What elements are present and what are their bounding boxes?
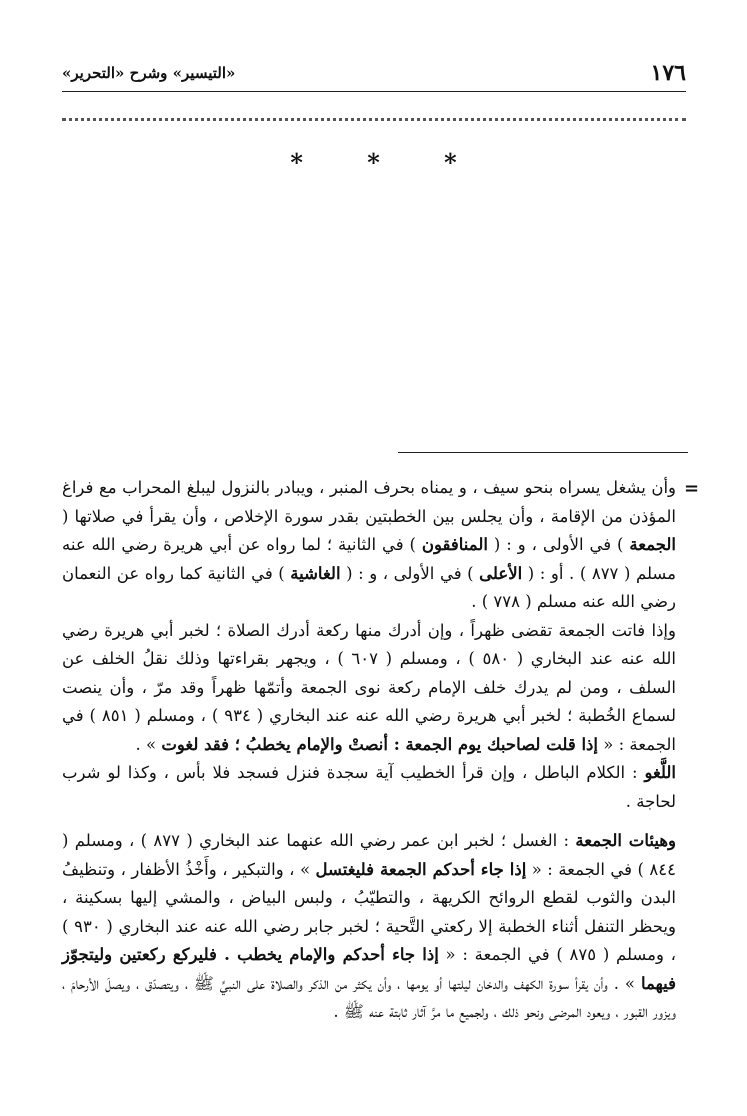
section-divider: * * *	[290, 148, 485, 177]
note-paragraph: وهيئات الجمعة : الغسل ؛ لخبر ابن عمر رضي الله عنهما عند البخاري ( ٨٧٧ ) ، ومسلم ( ٨٤٤ ) في الجمعة : « إذا جاء أحدكم الجمعة فليغتسل » ، والتبكير ، وأَخْذُ الأظفار ، وتنظيفُ البدن والثوب لقطع الروائح الكريهة ، والتطيّبُ ، ولبس البياض ، والمشي إليها بسكينة ، ويحظر التنفل أثناء الخطبة إلا ركعتي التَّحية ؛ لخبر جابر رضي الله عنه عند البخاري ( ٩٣٠ ) ، ومسلم ( ٨٧٥ ) في الجمعة : « إذا جاء أحدكم والإمام يخطب . فليركع ركعتين وليتجوّز فيهما » . وأن يقرأ سورة الكهف والدخان ليلتها أو يومها ، وأن يكثر من الذكر والصلاة على النبيِّ ﷺ ، ويتصدّق ، ويصلَ الأرحامَ ، ويزور القبور ، ويعود المرضى ونحو ذلك ، ولجميع ما مرَّ آثار ثابتة عنه ﷺ .	[62, 831, 677, 1021]
page-number: ١٧٦	[650, 60, 686, 86]
footnote-text	[62, 474, 676, 1027]
note-paragraph: وإذا فاتت الجمعة تقضى ظهراً ، وإن أدرك منها ركعة أدرك الصلاة ؛ لخبر أبي هريرة رضي الله عنه عند البخاري ( ٥٨٠ ) ، ومسلم ( ٦٠٧ ) ، ويجهر بقراءتها وذلك نقلُ الخلف عن السلف ، ومن لم يدرك خلف الإمام ركعة نوى الجمعة وأتمّها ظهراً وقد مرّ ، وأن ينصت لسماع الخُطبة ؛ لخبر أبي هريرة رضي الله عنه عند البخاري ( ٩٣٤ ) ، ومسلم ( ٨٥١ ) في الجمعة : « إذا قلت لصاحبك يوم الجمعة : أنصتْ والإمام يخطبُ ؛ فقد لغوت » .	[62, 620, 676, 754]
note-paragraph: وأن يشغل يسراه بنحو سيف ، و يمناه بحرف المنبر ، ويبادر بالنزول ليبلغ المحراب مع فراغ المؤذن من الإقامة ، وأن يجلس بين الخطبتين بقدر سورة الإخلاص ، وأن يقرأ في صلاتها ( الجمعة ) في الأولى ، و : ( المنافقون ) في الثانية ؛ لما رواه عن أبي هريرة رضي الله عنه مسلم ( ٨٧٧ ) . أو : ( الأعلى ) في الأولى ، و : ( الغاشية ) في الثانية كما رواه عن النعمان رضي الله عنه مسلم ( ٧٧٨ ) .	[62, 478, 676, 611]
dotted-separator	[62, 118, 686, 121]
running-title: «التيسير» وشرح «التحرير»	[62, 64, 236, 82]
header-rule	[62, 91, 686, 92]
note-paragraph: اللَّغو : الكلام الباطل ، وإن قرأ الخطيب آية سجدة فنزل فسجد فلا بأس ، وكذا لو شرب لحاجة .	[62, 763, 676, 811]
footnote-rule	[398, 452, 688, 453]
page-header	[62, 58, 686, 90]
continuation-mark: =	[684, 478, 700, 499]
